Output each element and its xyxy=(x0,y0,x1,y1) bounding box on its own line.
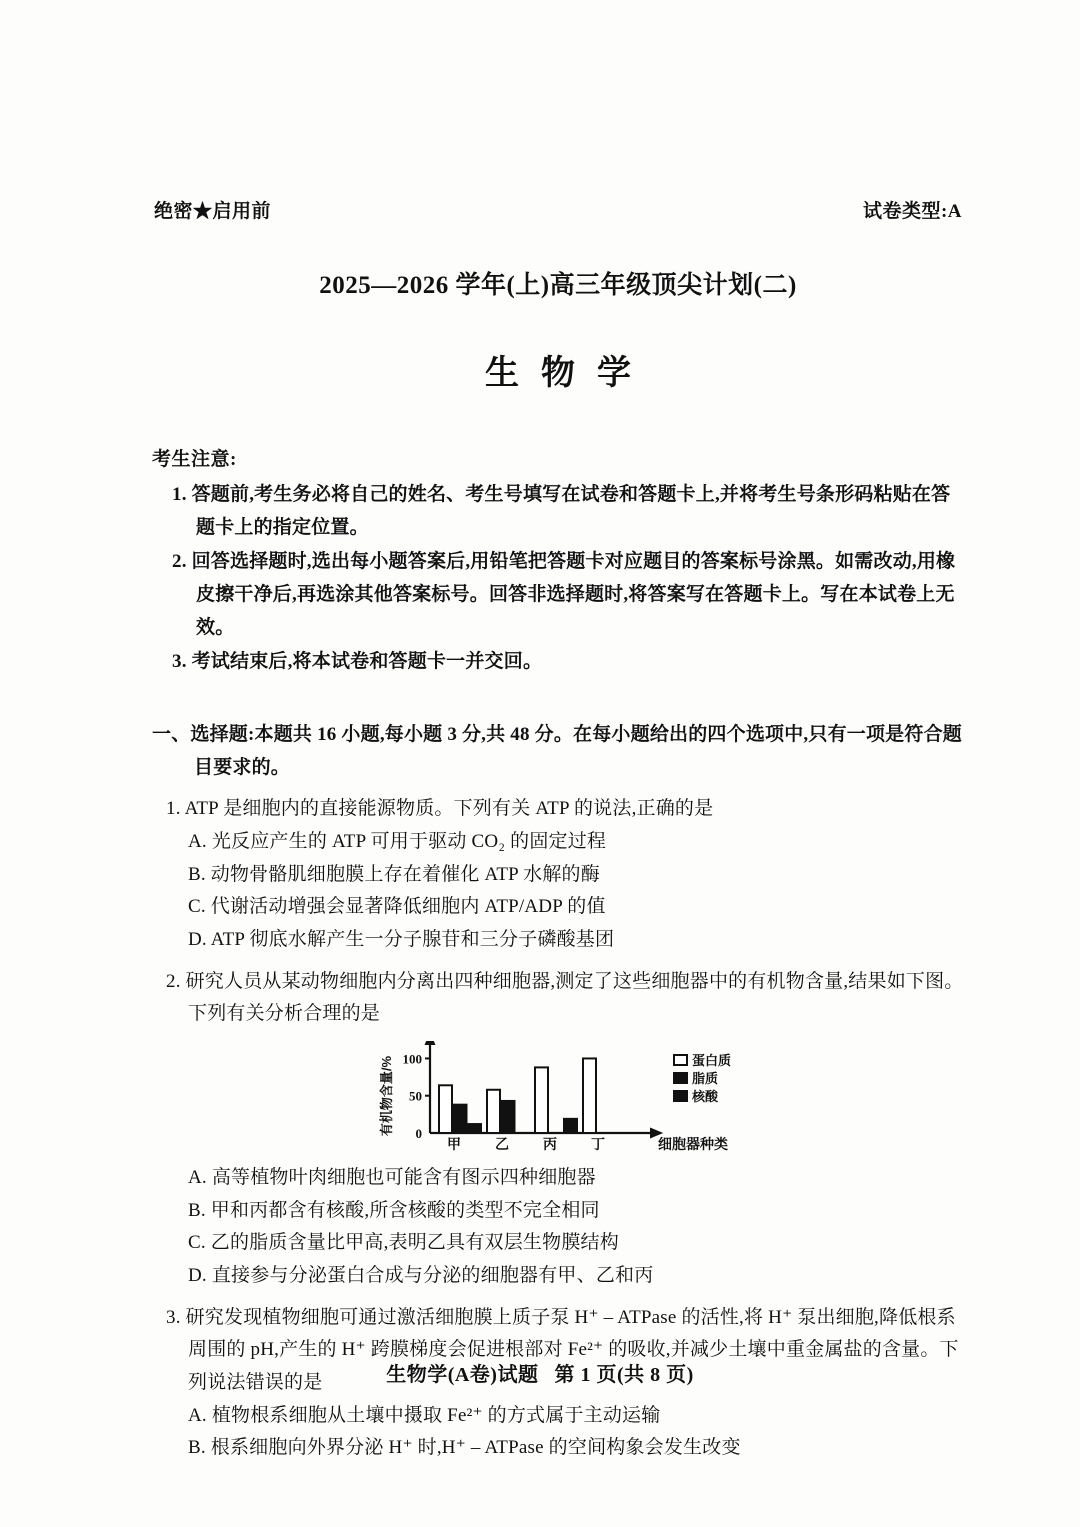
question-1-stem xyxy=(152,793,964,826)
question-2-number: 2. xyxy=(166,970,181,992)
question-1 xyxy=(152,793,964,956)
question-1-text: ATP 是细胞内的直接能源物质。下列有关 ATP 的说法,正确的是 xyxy=(184,798,714,820)
question-1-option-b: B. 动物骨骼肌细胞膜上存在着催化 ATP 水解的酶 xyxy=(188,863,600,885)
svg-text:100: 100 xyxy=(402,1051,422,1067)
svg-text:蛋白质: 蛋白质 xyxy=(692,1053,732,1069)
subject-title: 生物学 xyxy=(485,355,653,392)
question-2-stem xyxy=(152,966,964,1031)
notice-list xyxy=(152,479,964,679)
question-3-option-b: B. 根系细胞向外界分泌 H⁺ 时,H⁺ – ATPase 的空间构象会发生改变 xyxy=(188,1437,741,1459)
svg-text:细胞器种类: 细胞器种类 xyxy=(658,1136,728,1153)
notice-title: 考生注意: xyxy=(152,449,237,470)
svg-text:甲: 甲 xyxy=(447,1136,461,1153)
question-1-option-d: D. ATP 彻底水解产生一分子腺苷和三分子磷酸基团 xyxy=(188,929,615,951)
svg-text:50: 50 xyxy=(409,1088,422,1104)
svg-text:丙: 丙 xyxy=(543,1136,557,1153)
page-content xyxy=(152,196,964,1465)
page-header xyxy=(152,196,964,223)
candidate-notice xyxy=(152,444,964,679)
bar-chart-svg xyxy=(378,1041,738,1156)
question-2-options xyxy=(152,1162,964,1293)
svg-text:核酸: 核酸 xyxy=(692,1089,719,1105)
question-2-option-a: A. 高等植物叶肉细胞也可能含有图示四种细胞器 xyxy=(188,1167,596,1189)
svg-text:丁: 丁 xyxy=(591,1136,605,1153)
notice-item: 3. 考试结束后,将本试卷和答题卡一并交回。 xyxy=(172,651,543,673)
svg-text:有机物含量/%: 有机物含量/% xyxy=(379,1055,394,1137)
question-2-text: 研究人员从某动物细胞内分离出四种细胞器,测定了这些细胞器中的有机物含量,结果如下图。下列有关分析合理的是 xyxy=(185,970,964,1025)
question-1-number: 1. xyxy=(166,798,181,820)
question-3-option-a: A. 植物根系细胞从土壤中摄取 Fe²⁺ 的方式属于主动运输 xyxy=(188,1404,661,1426)
question-1-option-a: A. 光反应产生的 ATP 可用于驱动 CO₂ 的固定过程 xyxy=(188,831,607,853)
footer-page-info: 第 1 页(共 8 页) xyxy=(554,1364,694,1386)
organelle-composition-chart xyxy=(152,1041,964,1156)
question-1-option-c: C. 代谢活动增强会显著降低细胞内 ATP/ADP 的值 xyxy=(188,896,606,918)
question-3-options xyxy=(152,1400,964,1465)
question-2-option-c: C. 乙的脂质含量比甲高,表明乙具有双层生物膜结构 xyxy=(188,1232,619,1254)
svg-text:乙: 乙 xyxy=(495,1136,509,1153)
page-footer xyxy=(0,1358,1080,1387)
paper-type-label: 试卷类型:A xyxy=(862,201,962,222)
notice-item: 1. 答题前,考生务必将自己的姓名、考生号填写在试卷和答题卡上,并将考生号条形码粘贴在答题卡上的指定位置。 xyxy=(172,484,951,538)
svg-text:脂质: 脂质 xyxy=(692,1071,719,1087)
section-heading-multiple-choice: 一、选择题:本题共 16 小题,每小题 3 分,共 48 分。在每小题给出的四个选项中,只有一项是符合题目要求的。 xyxy=(152,724,962,778)
question-2 xyxy=(152,966,964,1293)
question-3-text: 研究发现植物细胞可通过激活细胞膜上质子泵 H⁺ – ATPase 的活性,将 H⁺ 泵出细胞,降低根系周围的 pH,产生的 H⁺ 跨膜梯度会促进根部对 Fe²⁺ 的吸收,并减少土壤中重金属盐的含量。下列说法错误的是 xyxy=(185,1306,959,1394)
exam-title: 2025—2026 学年(上)高三年级顶尖计划(二) xyxy=(319,272,797,299)
question-1-options xyxy=(152,826,964,957)
footer-subject: 生物学(A卷)试题 xyxy=(386,1364,539,1386)
svg-text:0: 0 xyxy=(415,1126,422,1142)
question-3-number: 3. xyxy=(166,1306,181,1328)
notice-item: 2. 回答选择题时,选出每小题答案后,用铅笔把答题卡对应题目的答案标号涂黑。如需改动,用橡皮擦干净后,再选涂其他答案标号。回答非选择题时,将答案写在答题卡上。写在本试卷上无效。 xyxy=(172,551,956,638)
question-2-option-d: D. 直接参与分泌蛋白合成与分泌的细胞器有甲、乙和丙 xyxy=(188,1265,654,1287)
security-notice: 绝密★启用前 xyxy=(154,201,272,222)
question-2-option-b: B. 甲和丙都含有核酸,所含核酸的类型不完全相同 xyxy=(188,1199,600,1221)
